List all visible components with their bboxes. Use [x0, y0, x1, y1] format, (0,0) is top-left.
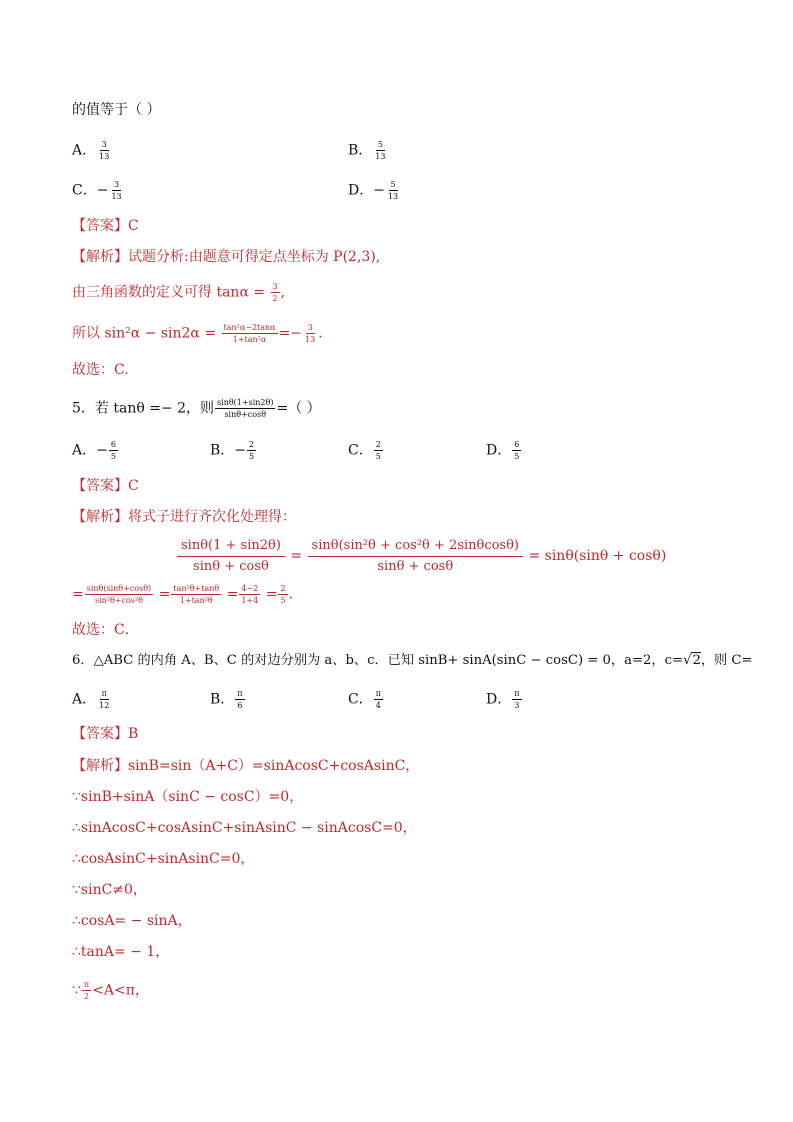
q5-option-d[interactable]: D． $\frac{6}{5}$ [486, 440, 520, 462]
q5-stem: 5．若 tanθ =− 2，则 $\frac{\sin\theta(1+\sin 2\theta)}{\sin\theta+\cos\theta}$ =（ ） [72, 398, 321, 420]
q4-conclusion: 故选：C. [72, 362, 129, 378]
q6-option-b[interactable]: B． $\frac{\pi}{6}$ [210, 689, 243, 711]
q5-equation-1: $\frac{\sin\theta(1 + \sin 2\theta)}{\sin\theta + \cos\theta}$ = $\frac{\text{sinθ(sin²θ + cos²θ + 2sinθcosθ)}}{\sin\theta + \cos\theta}$ = sinθ(sinθ + cosθ) [176, 538, 666, 574]
q5-option-b[interactable]: B．− $\frac{2}{5}$ [210, 440, 255, 462]
q4-option-a[interactable]: A． $\frac{3}{13}$ [72, 140, 110, 162]
q4-option-d[interactable]: D．− $\frac{5}{13}$ [348, 180, 399, 202]
q6-analysis-line-1: 【解析】sinB=sin（A+C）=sinAcosC+cosAsinC， [72, 758, 420, 774]
q5-analysis-1: 【解析】将式子进行齐次化处理得： [72, 509, 296, 525]
q6-analysis-line-8: ∵ $\frac{\pi}{2}$ <A<π， [72, 980, 149, 1002]
q6-analysis-line-7: ∴tanA= − 1， [72, 944, 170, 960]
q4-option-b[interactable]: B． $\frac{5}{13}$ [348, 140, 386, 162]
q6-analysis-line-2: ∵sinB+sinA（sinC − cosC）=0， [72, 789, 304, 805]
q6-analysis-line-5: ∵sinC≠0， [72, 882, 147, 898]
q4-analysis-2: 由三角函数的定义可得 tanα = $\frac{3}{2}$ , [72, 282, 286, 304]
q5-equation-2: = $\frac{\sin\theta(\sin\theta+\cos\theta)}{\text{sin²θ+cos²θ}}$ = $\frac{\text{tan²θ+tanθ}}{\text{1+tan²θ}}$ = $\frac{4-2}{1+4}$ = $\frac{2}{5}$ . [72, 584, 293, 606]
q4-stem-tail: 的值等于（ ） [72, 102, 161, 118]
q5-option-a[interactable]: A．− $\frac{6}{5}$ [72, 440, 116, 462]
q6-stem: 6．△ABC 的内角 A、B、C 的对边分别为 a、b、c．已知 sinB+ sinA(sinC − cosC) = 0，a=2，c=√2，则 C= [72, 653, 753, 668]
q6-analysis-line-3: ∴sinAcosC+cosAsinC+sinAsinC − sinAcosC=0， [72, 820, 417, 836]
q6-analysis-line-4: ∴cosAsinC+sinAsinC=0， [72, 851, 255, 867]
q6-option-a[interactable]: A． $\frac{\pi}{12}$ [72, 689, 110, 711]
q6-analysis-line-6: ∴cosA= − sinA， [72, 913, 192, 929]
q6-answer: 【答案】B [72, 726, 139, 742]
q5-option-c[interactable]: C． $\frac{2}{5}$ [348, 440, 381, 462]
q5-conclusion: 故选：C． [72, 622, 139, 638]
q4-option-c[interactable]: C．− $\frac{3}{13}$ [72, 180, 122, 202]
q5-answer: 【答案】C [72, 478, 139, 494]
q4-analysis-3: 所以 sin²α − sin2α = $\frac{\text{tan²α−2tanα}}{\text{1+tan²α}}$ =− $\frac{3}{13}$ . [72, 323, 323, 345]
q6-option-d[interactable]: D． $\frac{\pi}{3}$ [486, 689, 520, 711]
q6-option-c[interactable]: C． $\frac{\pi}{4}$ [348, 689, 381, 711]
q4-answer: 【答案】C [72, 218, 139, 234]
q4-analysis-1: 【解析】试题分析:由题意可得定点坐标为 P(2,3), [72, 249, 381, 265]
